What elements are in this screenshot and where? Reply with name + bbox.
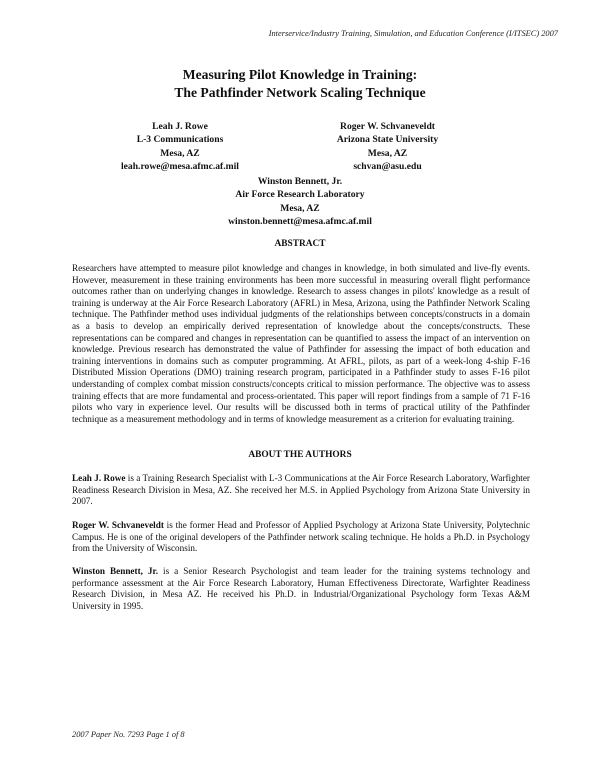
running-footer: 2007 Paper No. 7293 Page 1 of 8 [72,730,185,739]
author-location: Mesa, AZ [280,202,320,214]
author-block-rowe [100,120,260,174]
author-name: Winston Bennett, Jr. [257,176,343,187]
author-name: Leah J. Rowe [152,121,208,132]
bio-text: is a Senior Research Psychologist and team leader for the training systems technology and performance assessment at the Air Force Research Laboratory, Human Effectiveness Directorate, Warfighter Readiness Research Division, in Mesa AZ. He received his Ph.D. in Industrial/Organizational Psychology form Texas A&M University in 1995. [72,566,530,611]
author-block-bennett [200,175,400,229]
author-email: leah.rowe@mesa.afmc.af.mil [121,161,239,173]
author-location: Mesa, AZ [367,147,408,159]
abstract-heading: ABSTRACT [274,239,326,249]
bio-text: is a Training Research Specialist with L-3 Communications at the Air Force Research Laboratory, Warfighter Readiness Research Division in Mesa, AZ. She received her M.S. in Applied Psychology from Arizona State University in 2007. [72,473,530,507]
bio-text: is the former Head and Professor of Applied Psychology at Arizona State University, Polytechnic Campus. He is one of the original developers of the Pathfinder network scaling technique. He holds a Ph.D. in Psychology from the University of Wisconsin. [72,520,530,554]
paper-title [0,66,600,102]
abstract-text: Researchers have attempted to measure pilot knowledge and changes in knowledge, in both simulated and live-fly events. However, measurement in these training environments has been more successful in measuring overall flight performance outcomes rather than on underlying changes in knowledge. Research to assess changes in pilots' knowledge as a result of training is underway at the Air Force Research Laboratory (AFRL) in Mesa, Arizona, using the Pathfinder Network Scaling technique. The Pathfinder method uses individual judgments of the relationships between concepts/constructs in a domain as a basis to develop an empirically derived representation of knowledge about the concepts/constructs. These representations can be compared and changes in representation can be quantified to assess the impact of an intervention on knowledge. Previous research has demonstrated the value of Pathfinder for assessing the impact of both education and training interventions in domains such as computer programming. At AFRL, pilots, as part of a week-long 4-ship F-16 Distributed Mission Operations (DMO) training research program, participated in a Pathfinder study to asses F-16 pilot understanding of complex combat mission constructs/concepts critical to mission performance. The objective was to assess training effects that are more fundamental and process-orientated. This paper will report findings from a sample of 71 F-16 pilots who vary in experience level. Our results will be discussed both in terms of practical utility of the Pathfinder technique as a measurement methodology and in terms of knowledge measurement as a criterion for evaluating training. [72,263,530,424]
author-bio-bennett [72,566,530,612]
title-line-1: Measuring Pilot Knowledge in Training: [182,67,418,82]
author-email: schvan@asu.edu [353,161,422,173]
author-affiliation: Air Force Research Laboratory [235,189,365,201]
author-location: Mesa, AZ [160,147,200,159]
author-block-schvaneveldt [300,120,475,174]
bio-name: Winston Bennett, Jr. [72,566,159,576]
about-authors-heading: ABOUT THE AUTHORS [248,450,352,460]
bio-name: Leah J. Rowe [72,473,126,483]
author-email: winston.bennett@mesa.afmc.af.mil [228,216,372,228]
author-name: Roger W. Schvaneveldt [340,121,435,132]
title-line-2: The Pathfinder Network Scaling Technique [174,85,426,100]
bio-name: Roger W. Schvaneveldt [72,520,164,530]
author-bio-rowe [72,473,530,508]
author-bio-schvaneveldt [72,520,530,555]
running-header: Interservice/Industry Training, Simulation, and Education Conference (I/ITSEC) 2007 [268,29,558,38]
author-affiliation: L-3 Communications [136,134,224,146]
author-affiliation: Arizona State University [336,134,439,146]
